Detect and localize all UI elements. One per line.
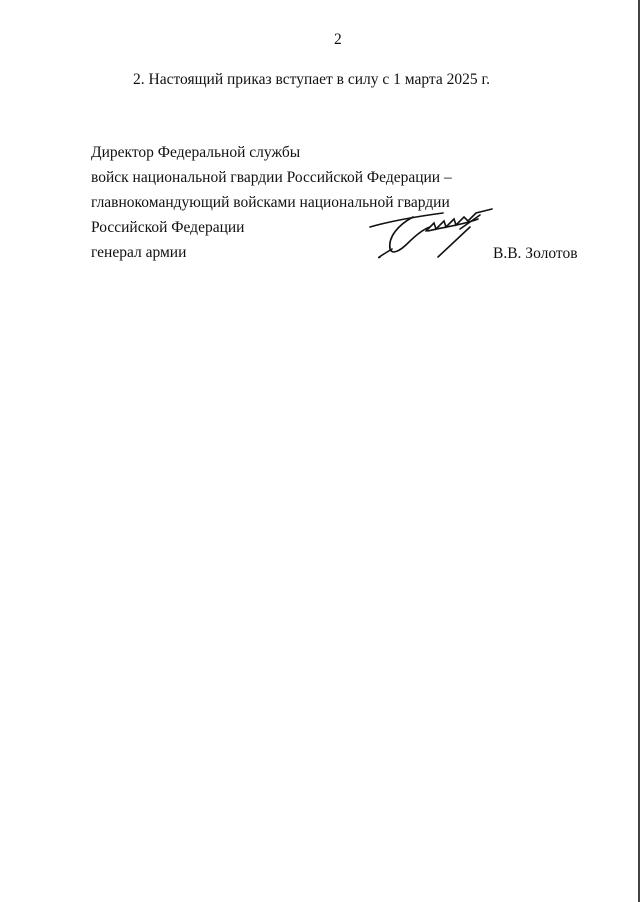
signatory-title-line: войск национальной гвардии Российской Федерации –	[91, 169, 452, 186]
handwritten-signature	[368, 205, 508, 265]
signatory-name: В.В. Золотов	[493, 245, 578, 262]
signatory-title-line: Директор Федеральной службы	[91, 144, 301, 161]
paragraph-effective-date: 2. Настоящий приказ вступает в силу с 1 марта 2025 г.	[133, 71, 490, 88]
signatory-title-line: главнокомандующий войсками национальной гвардии	[91, 194, 450, 211]
signatory-rank: генерал армии	[91, 244, 187, 261]
signatory-title-line: Российской Федерации	[91, 219, 245, 236]
page-number: 2	[334, 31, 342, 48]
